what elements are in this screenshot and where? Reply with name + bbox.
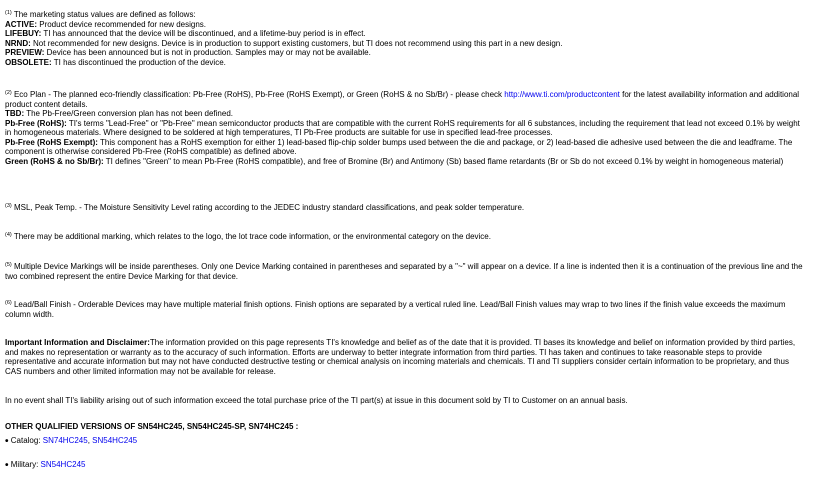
status-desc-preview: Device has been announced but is not in production. Samples may or may not be available.: [46, 48, 371, 57]
note-4-text: There may be additional marking, which relates to the logo, the lot trace code information, or the environmental category on the device.: [13, 232, 491, 241]
note-6-lead-finish: [5, 300, 805, 319]
liability-text: In no event shall TI's liability arising out of such information exceed the total purchase price of the TI part(s) at issue in this document sold by TI to Customer on an annual basis.: [5, 396, 628, 405]
note-5-device-markings: [5, 262, 805, 281]
footnote-mark: (6): [5, 300, 12, 306]
other-versions-heading: OTHER QUALIFIED VERSIONS OF SN54HC245, SN54HC245-SP, SN74HC245 :: [5, 422, 299, 431]
bullet-icon: •: [5, 460, 9, 471]
tbd-text: The Pb-Free/Green conversion plan has not been defined.: [26, 109, 233, 118]
note-1-intro: The marketing status values are defined as follows:: [13, 10, 196, 19]
eco-plan-intro: Eco Plan - The planned eco-friendly classification: Pb-Free (RoHS), Pb-Free (RoHS Exempt), or Green (RoHS & no Sb/Br) - please check: [13, 90, 503, 99]
footnote-mark: (1): [5, 10, 12, 16]
note-2-eco-plan: [5, 90, 805, 166]
catalog-line: [5, 436, 805, 446]
disclaimer: [5, 338, 805, 376]
green-term: Green (RoHS & no Sb/Br):: [5, 156, 104, 166]
footnote-mark: (5): [5, 262, 12, 268]
note-1-marketing-status: [5, 10, 805, 67]
status-term-lifebuy: LIFEBUY:: [5, 29, 42, 38]
military-label: Military:: [10, 460, 39, 469]
product-content-link[interactable]: http://www.ti.com/productcontent: [504, 90, 620, 99]
footnote-mark: (3): [5, 203, 12, 209]
status-desc-nrnd: Not recommended for new designs. Device is in production to support existing customers, but TI does not recommend using this part in a new design.: [33, 38, 563, 48]
note-6-text: Lead/Ball Finish - Orderable Devices may have multiple material finish options. Finish options are separated by a vertical ruled line. Lead/Ball Finish values may wrap to two lines if the finish value exceeds the maximum column width.: [5, 300, 786, 319]
status-term-obsolete: OBSOLETE:: [5, 57, 52, 67]
status-term-nrnd: NRND:: [5, 38, 31, 48]
note-5-text: Multiple Device Markings will be inside parentheses. Only one Device Marking contained in parentheses and separated by a "~" will appear on a device. If a line is indented then it is a continuation of the previous line and the two combined represent the entire Device Marking for that device.: [5, 262, 803, 281]
status-desc-obsolete: TI has discontinued the production of the device.: [53, 57, 226, 67]
bullet-icon: •: [5, 436, 9, 447]
status-term-active: ACTIVE:: [5, 19, 37, 29]
footnote-mark: (4): [5, 232, 12, 238]
other-versions: [5, 422, 805, 432]
status-term-preview: PREVIEW:: [5, 48, 45, 57]
military-link-sn54hc245[interactable]: SN54HC245: [40, 460, 86, 469]
tbd-term: TBD:: [5, 109, 25, 118]
pbfree-exempt-text: This component has a RoHS exemption for either 1) lead-based flip-chip solder bumps used between the die and package, or 2) lead-based die adhesive used between the die and leadframe. The component is otherwise considered Pb-Free (RoHS compatible) as defined above.: [5, 137, 793, 156]
status-desc-lifebuy: TI has announced that the device will be discontinued, and a lifetime-buy period is in effect.: [43, 29, 366, 38]
liability-statement: [5, 396, 805, 406]
catalog-separator: ,: [87, 436, 90, 445]
pbfree-exempt-term: Pb-Free (RoHS Exempt):: [5, 137, 98, 147]
pbfree-term: Pb-Free (RoHS):: [5, 118, 67, 128]
catalog-link-sn54hc245[interactable]: SN54HC245: [92, 436, 138, 445]
note-4-marking: [5, 232, 805, 242]
disclaimer-text: The information provided on this page represents TI's knowledge and belief as of the date that it is provided. TI bases its knowledge and belief on information provided by third parties, and makes no representation or warranty as to the accuracy of such information. Efforts are underway to better integrate information from third parties. TI has taken and continues to take reasonable steps to provide representative and accurate information but may not have conducted destructive testing or chemical analysis on incoming materials and chemicals. TI and TI suppliers consider certain information to be proprietary, and thus CAS numbers and other limited information may not be available for release.: [5, 338, 796, 376]
note-3-text: MSL, Peak Temp. - The Moisture Sensitivity Level rating according to the JEDEC industry standard classifications, and peak solder temperature.: [13, 203, 525, 212]
disclaimer-title: Important Information and Disclaimer:: [5, 338, 150, 347]
footnote-mark: (2): [5, 90, 12, 96]
status-desc-active: Product device recommended for new designs.: [39, 19, 206, 29]
eco-plan-intro-after: for the latest availability information and additional product content details.: [5, 90, 800, 109]
pbfree-text: TI's terms "Lead-Free" or "Pb-Free" mean semiconductor products that are compatible with the current RoHS requirements for all 6 substances, including the requirement that lead not exceed 0.1% by weight in homogeneous materials. Where designed to be soldered at high temperatures, TI Pb-Free products are suitable for use in specified lead-free processes.: [5, 118, 800, 137]
catalog-label: Catalog:: [10, 436, 41, 445]
catalog-link-sn74hc245[interactable]: SN74HC245: [42, 436, 88, 445]
green-text: TI defines "Green" to mean Pb-Free (RoHS compatible), and free of Bromine (Br) and Antimony (Sb) based flame retardants (Br or Sb do not exceed 0.1% by weight in homogeneous material): [105, 156, 784, 166]
note-3-msl: [5, 203, 805, 213]
military-line: [5, 460, 805, 470]
